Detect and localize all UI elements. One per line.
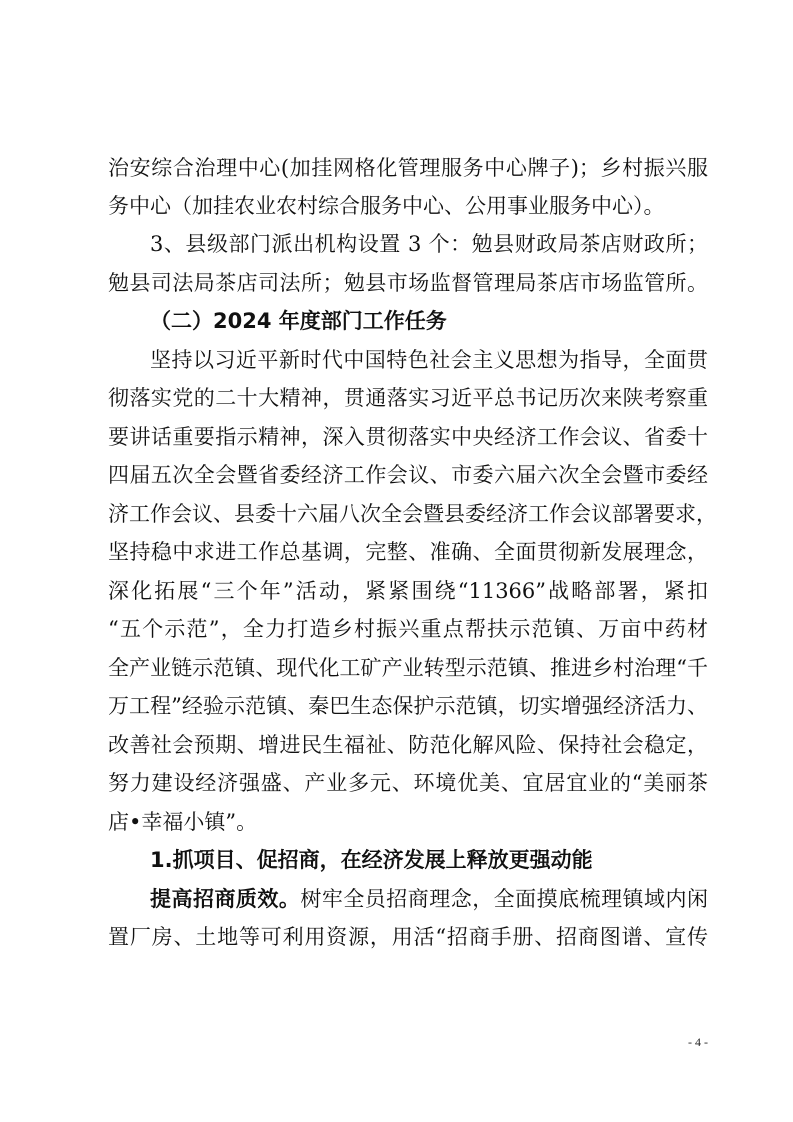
body-line: 深化拓展“三个年”活动，紧紧围绕“11366”战略部署，紧扣 xyxy=(108,579,708,603)
body-line: 万工程”经验示范镇、秦巴生态保护示范镇，切实增强经济活力、 xyxy=(108,694,708,718)
body-line: 要讲话重要指示精神，深入贯彻落实中央经济工作会议、省委十 xyxy=(108,425,708,449)
body-line: 坚持稳中求进工作总基调，完整、准确、全面贯彻新发展理念， xyxy=(108,540,708,564)
body-line: 四届五次全会暨省委经济工作会议、市委六届六次全会暨市委经 xyxy=(108,463,708,487)
body-line: 努力建设经济强盛、产业多元、环境优美、宜居宜业的“美丽茶 xyxy=(108,771,708,795)
body-line: 勉县司法局茶店司法所；勉县市场监督管理局茶店市场监管所。 xyxy=(108,271,708,295)
body-line: 务中心（加挂农业农村综合服务中心、公用事业服务中心）。 xyxy=(108,194,665,218)
paragraph-text: 树牢全员招商理念，全面摸底梳理镇域内闲 xyxy=(300,887,708,911)
body-line: 置厂房、土地等可利用资源，用活“招商手册、招商图谱、宣传 xyxy=(108,925,708,949)
body-line: 全产业链示范镇、现代化工矿产业转型示范镇、推进乡村治理“千 xyxy=(108,656,708,680)
section-heading: （二）2024 年度部门工作任务 xyxy=(150,309,447,333)
body-line: 改善社会预期、增进民生福祉、防范化解风险、保持社会稳定， xyxy=(108,733,708,757)
body-line xyxy=(150,886,708,912)
body-line: “五个示范”，全力打造乡村振兴重点帮扶示范镇、万亩中药材 xyxy=(108,617,708,641)
body-line: 治安综合治理中心(加挂网格化管理服务中心牌子)；乡村振兴服 xyxy=(108,156,708,180)
page-number: - 4 - xyxy=(688,1035,708,1049)
subsection-heading: 1.抓项目、促招商，在经济发展上释放更强动能 xyxy=(150,848,593,872)
body-line: 3、县级部门派出机构设置 3 个：勉县财政局茶店财政所； xyxy=(150,232,708,256)
body-line: 彻落实党的二十大精神，贯通落实习近平总书记历次来陕考察重 xyxy=(108,386,708,410)
body-line: 坚持以习近平新时代中国特色社会主义思想为指导，全面贯 xyxy=(150,348,708,372)
body-line: 济工作会议、县委十六届八次全会暨县委经济工作会议部署要求， xyxy=(108,502,717,526)
paragraph-lead: 提高招商质效。 xyxy=(150,887,301,911)
body-line: 店•幸福小镇”。 xyxy=(108,810,258,834)
